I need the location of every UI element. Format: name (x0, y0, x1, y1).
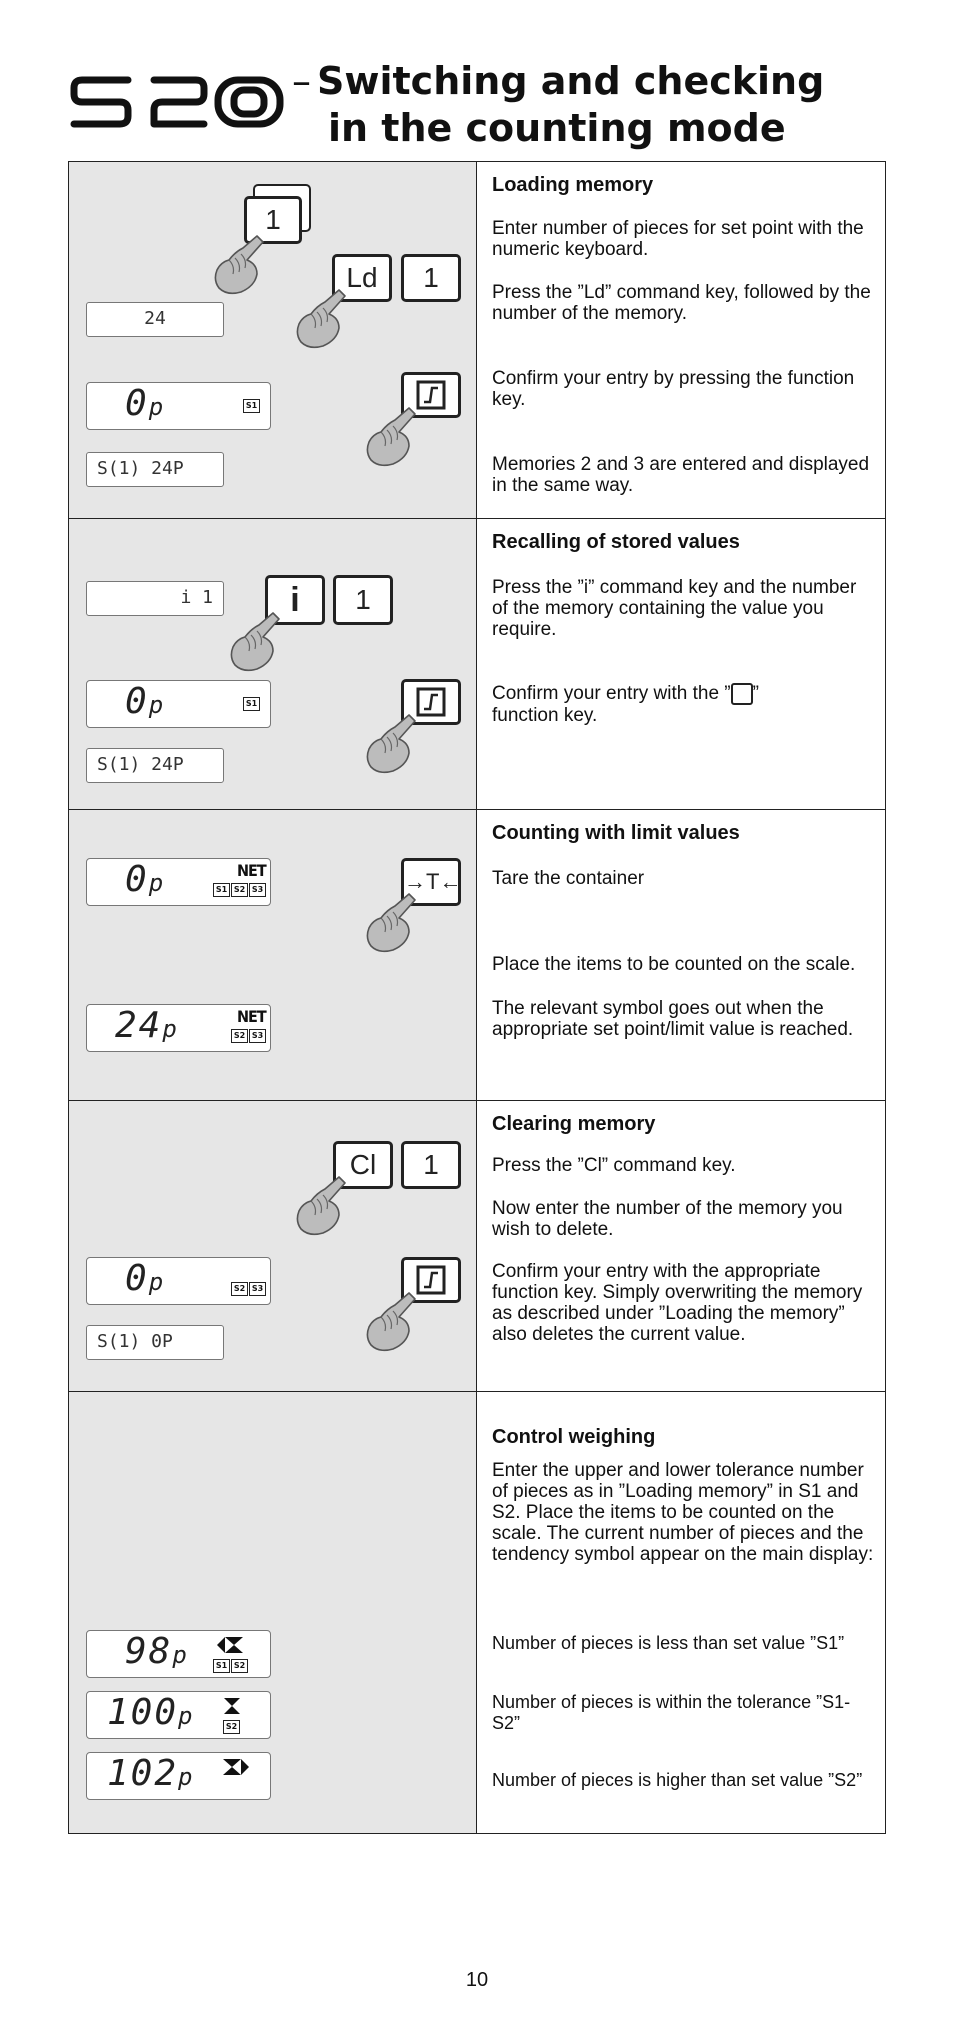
display-value: 98p (125, 1631, 189, 1672)
memory-display: S(1) 24P (86, 748, 224, 783)
memory-display: S(1) 24P (86, 452, 224, 487)
entry-display: 24 (86, 302, 224, 337)
badge-s2: S2 (231, 883, 248, 897)
display-value: 0p (125, 859, 166, 900)
net-indicator: NET (237, 861, 266, 880)
illustration-control (69, 1392, 477, 1833)
section-heading: Clearing memory (492, 1113, 656, 1135)
badge-s3: S3 (249, 1282, 266, 1296)
display-value: 0p (125, 1258, 166, 1299)
badge-s1: S1 (213, 883, 230, 897)
key-cl[interactable]: Cl (333, 1141, 393, 1189)
instruction-text: Enter number of pieces for set point with the numeric keyboard. (492, 218, 864, 260)
main-display (86, 680, 271, 728)
memory-display: S(1) 0P (86, 1325, 224, 1360)
title-line-2: in the counting mode (328, 106, 786, 150)
instruction-text: Number of pieces is higher than set value ”S2” (492, 1770, 863, 1790)
instruction-text: Now enter the number of the memory you wish to delete. (492, 1198, 843, 1240)
instruction-table (68, 161, 886, 1834)
key-memory-1[interactable]: 1 (401, 1141, 461, 1189)
main-display (86, 382, 271, 430)
key-1[interactable]: 1 (244, 196, 302, 244)
instruction-text: Tare the container (492, 868, 645, 889)
text-counting (477, 810, 885, 1100)
finger-icon (295, 288, 349, 352)
row-recalling (69, 519, 885, 810)
main-display (86, 1004, 271, 1052)
badge-s3: S3 (249, 1029, 266, 1043)
tendency-within-icon (222, 1696, 242, 1716)
key-ld[interactable]: Ld (332, 254, 392, 302)
key-memory-1[interactable]: 1 (401, 254, 461, 302)
text-recalling (477, 519, 885, 809)
title-line-1: Switching and checking (317, 59, 825, 103)
instruction-text: Enter the upper and lower tolerance number of pieces as in ”Loading memory” in S1 and S2. Place the items to be counted on the scale. The current number of pieces and the tendency symbol appear on the main display: (492, 1460, 874, 1565)
function-key-icon (416, 687, 446, 717)
instruction-text: Place the items to be counted on the scale. (492, 954, 856, 975)
display-value: 100p (107, 1692, 195, 1733)
text-clearing (477, 1101, 885, 1391)
instruction-text: Confirm your entry by pressing the function key. (492, 368, 855, 410)
function-key-icon (416, 380, 446, 410)
instruction-text: Memories 2 and 3 are entered and displayed in the same way. (492, 454, 870, 496)
finger-icon (365, 892, 419, 956)
badge-s2: S2 (231, 1659, 248, 1673)
illustration-recalling (69, 519, 477, 809)
function-key-icon (731, 683, 753, 705)
illustration-loading (69, 162, 477, 518)
s20-logo (68, 72, 286, 132)
instruction-text: Number of pieces is within the tolerance ”S1-S2” (492, 1692, 851, 1733)
illustration-counting (69, 810, 477, 1100)
instruction-text: Number of pieces is less than set value ”S1” (492, 1633, 845, 1653)
key-i[interactable]: i (265, 575, 325, 625)
section-heading: Loading memory (492, 174, 654, 196)
text-control (477, 1392, 885, 1833)
row-loading-memory (69, 162, 885, 519)
entry-display: i 1 (86, 581, 224, 616)
page-number: 10 (465, 1969, 489, 1991)
tendency-higher-icon (221, 1757, 251, 1777)
finger-icon (365, 1291, 419, 1355)
text-loading (477, 162, 885, 518)
tendency-less-icon (215, 1635, 245, 1655)
row-clearing (69, 1101, 885, 1392)
section-heading: Control weighing (492, 1426, 656, 1448)
display-value: 0p (125, 681, 166, 722)
instruction-text: Press the ”Cl” command key. (492, 1155, 736, 1176)
finger-icon (295, 1175, 349, 1239)
function-key-icon (416, 1265, 446, 1295)
net-indicator: NET (237, 1007, 266, 1026)
finger-icon (213, 234, 267, 298)
finger-icon (229, 611, 283, 675)
page-title (292, 58, 824, 152)
illustration-clearing (69, 1101, 477, 1391)
main-display-within (86, 1691, 271, 1739)
row-control-weighing (69, 1392, 885, 1833)
row-counting (69, 810, 885, 1101)
section-heading: Counting with limit values (492, 822, 740, 844)
main-display-less (86, 1630, 271, 1678)
display-value: 102p (107, 1753, 195, 1794)
badge-s2: S2 (223, 1720, 240, 1734)
display-value: 0p (125, 383, 166, 424)
badge-s2: S2 (231, 1282, 248, 1296)
main-display (86, 1257, 271, 1305)
finger-icon (365, 406, 419, 470)
instruction-text: Press the ”Ld” command key, followed by the number of the memory. (492, 282, 871, 324)
instruction-text: Confirm your entry with the ” ” function key. (492, 683, 759, 726)
section-heading: Recalling of stored values (492, 531, 740, 553)
badge-s2: S2 (231, 1029, 248, 1043)
finger-icon (365, 713, 419, 777)
badge-s1: S1 (243, 697, 260, 711)
key-memory-1[interactable]: 1 (333, 575, 393, 625)
main-display-higher (86, 1752, 271, 1800)
title-dash: – (292, 59, 311, 103)
display-value: 24p (115, 1005, 179, 1046)
badge-s1: S1 (243, 399, 260, 413)
tare-key[interactable]: →T← (401, 858, 461, 906)
instruction-text: The relevant symbol goes out when the appropriate set point/limit value is reached. (492, 998, 854, 1040)
instruction-text: Confirm your entry with the appropriate function key. Simply overwriting the memory as described under ”Loading the memory” also deletes the current value. (492, 1261, 863, 1345)
main-display (86, 858, 271, 906)
instruction-text: Press the ”i” command key and the number of the memory containing the value you require. (492, 577, 857, 640)
badge-s1: S1 (213, 1659, 230, 1673)
badge-s3: S3 (249, 883, 266, 897)
